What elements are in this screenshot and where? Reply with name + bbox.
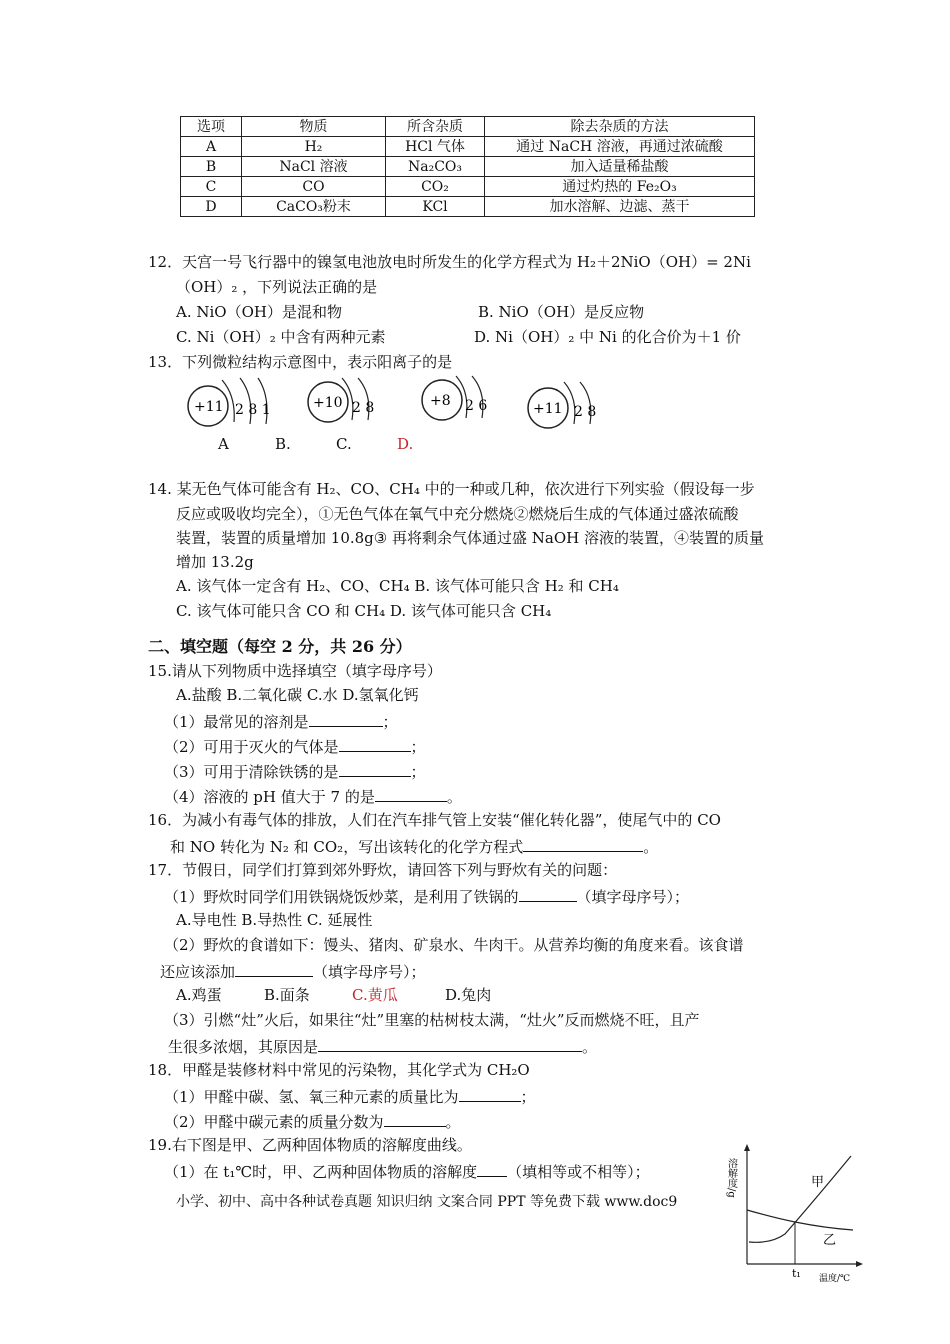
table-cell: 通过 NaCH 溶液，再通过浓硫酸	[485, 137, 755, 157]
q13-label-a: A	[218, 435, 229, 453]
q17-sub2-option-a: A.鸡蛋	[176, 986, 222, 1004]
curve-yi	[747, 1210, 853, 1230]
table-cell: CaCO₃粉末	[242, 197, 386, 217]
table-row	[181, 137, 755, 157]
q12-stem-line1: 12．天宫一号飞行器中的镍氢电池放电时所发生的化学方程式为 H₂＋2NiO（OH）= 2Ni	[148, 253, 751, 271]
q13-label-d: D.	[397, 435, 414, 453]
q15-sub3-text: （3）可用于清除铁锈的是	[164, 763, 339, 781]
q12-stem-line2: （OH）₂ ，下列说法正确的是	[176, 278, 378, 296]
table-cell: HCl 气体	[386, 137, 485, 157]
q17-sub2-option-d: D.兔肉	[445, 986, 492, 1004]
table-cell: 通过灼热的 Fe₂O₃	[485, 177, 755, 197]
q17-sub3-line2	[168, 1035, 597, 1057]
table-header: 所含杂质	[386, 117, 485, 137]
q18-stem: 18．甲醛是装修材料中常见的污染物，其化学式为 CH₂O	[148, 1061, 530, 1079]
q12-option-d: D. Ni（OH）₂ 中 Ni 的化合价为＋1 价	[474, 328, 741, 346]
q14-stem-line4: 增加 13.2g	[176, 553, 254, 571]
table-cell: A	[181, 137, 242, 157]
table-cell: CO	[242, 177, 386, 197]
series-label-jia: 甲	[811, 1175, 825, 1190]
q19-sub1-text: （1）在 t₁℃时，甲、乙两种固体物质的溶解度	[164, 1163, 478, 1181]
q18-sub1-text: （1）甲醛中碳、氢、氧三种元素的质量比为	[164, 1088, 459, 1106]
nucleus-label: +11	[533, 401, 563, 417]
table-cell: 加入适量稀盐酸	[485, 157, 755, 177]
q17-sub2-line1: （2）野炊的食谱如下：馒头、猪肉、矿泉水、牛肉干。从营养均衡的角度来看。该食谱	[164, 936, 744, 954]
table-row	[181, 157, 755, 177]
q19-sub1	[164, 1160, 650, 1182]
q17-sub1-text: （1）野炊时同学们用铁锅烧饭炒菜，是利用了铁锅的	[164, 888, 519, 906]
nucleus-label: +11	[194, 399, 224, 415]
table-header: 除去杂质的方法	[485, 117, 755, 137]
page-footer: 小学、初中、高中各种试卷真题 知识归纳 文案合同 PPT 等免费下载 www.doc9	[176, 1194, 678, 1210]
period: 。	[445, 1113, 461, 1131]
atom-diagram-d	[528, 382, 596, 428]
series-label-yi: 乙	[823, 1233, 837, 1248]
y-axis-label: 溶解度/g	[725, 1158, 737, 1198]
q15-sub1	[164, 710, 398, 732]
q14-stem-line2: 反应或吸收均完全），①无色气体在氧气中充分燃烧②燃烧后生成的气体通过盛浓硫酸	[176, 505, 739, 523]
q17-sub2-text: 还应该添加	[160, 963, 236, 981]
table-cell: NaCl 溶液	[242, 157, 386, 177]
x-axis-arrow	[856, 1261, 863, 1267]
table-cell: CO₂	[386, 177, 485, 197]
period: 。	[582, 1038, 598, 1056]
q18-sub1	[164, 1085, 536, 1107]
table-row	[181, 197, 755, 217]
nucleus-label: +10	[313, 395, 343, 411]
nucleus-label: +8	[430, 393, 451, 409]
answer-blank[interactable]	[384, 1110, 446, 1127]
q13-label-b: B.	[275, 435, 291, 453]
period: 。	[446, 788, 462, 806]
answer-blank[interactable]	[309, 710, 383, 727]
y-axis-arrow	[744, 1144, 750, 1151]
answer-blank[interactable]	[375, 785, 447, 802]
q15-sub2-text: （2）可用于灭火的气体是	[164, 738, 339, 756]
q13-stem: 13．下列微粒结构示意图中，表示阳离子的是	[148, 353, 453, 371]
q12-option-a: A. NiO（OH）是混和物	[176, 303, 342, 321]
answer-blank[interactable]	[459, 1085, 521, 1102]
q17-sub2-line2	[160, 960, 426, 982]
q16-text: 和 NO 转化为 N₂ 和 CO₂，写出该转化的化学方程式	[170, 838, 524, 856]
table-header-row	[181, 117, 755, 137]
q17-sub3-text: 生很多浓烟，其原因是	[168, 1038, 319, 1056]
q17-stem: 17．节假日，同学们打算到郊外野炊，请回答下列与野炊有关的问题：	[148, 861, 618, 879]
table-cell: 加水溶解、边滤、蒸干	[485, 197, 755, 217]
answer-blank[interactable]	[318, 1035, 582, 1052]
table-header: 选项	[181, 117, 242, 137]
tick-label-t1: t₁	[792, 1267, 801, 1280]
q15-sub4-text: （4）溶液的 pH 值大于 7 的是	[164, 788, 375, 806]
q16-stem-line2	[170, 835, 658, 857]
q17-sub2-option-c: C.黄瓜	[352, 986, 398, 1004]
q17-sub1-hint: （填字母序号）；	[576, 888, 690, 906]
table-cell: H₂	[242, 137, 386, 157]
q17-sub1	[164, 885, 689, 907]
table-cell: KCl	[386, 197, 485, 217]
shell-electrons: 2 8	[574, 404, 597, 420]
q18-sub2	[164, 1110, 461, 1132]
table-row	[181, 177, 755, 197]
q15-sub1-text: （1）最常见的溶剂是	[164, 713, 309, 731]
answer-blank[interactable]	[523, 835, 643, 852]
shell-electrons: 2 6	[465, 398, 488, 414]
shell-electrons: 2 8 1	[235, 402, 271, 418]
q14-options-ab: A. 该气体一定含有 H₂、CO、CH₄ B. 该气体可能只含 H₂ 和 CH₄	[176, 577, 619, 595]
answer-blank[interactable]	[477, 1160, 507, 1177]
q17-sub1-options: A.导电性 B.导热性 C. 延展性	[176, 911, 373, 929]
q15-sub4	[164, 785, 462, 807]
q19-stem: 19.右下图是甲、乙两种固体物质的溶解度曲线。	[148, 1136, 472, 1154]
answer-blank[interactable]	[339, 760, 411, 777]
solubility-curve-graph	[715, 1140, 865, 1290]
q17-sub2-hint: （填字母序号）；	[313, 963, 426, 981]
impurity-table	[180, 116, 755, 217]
q14-options-cd: C. 该气体可能只含 CO 和 CH₄ D. 该气体可能只含 CH₄	[176, 602, 552, 620]
q14-stem-line3: 装置，装置的质量增加 10.8g③ 再将剩余气体通过盛 NaOH 溶液的装置，④装置的质量	[176, 529, 764, 547]
q12-option-c: C. Ni（OH）₂ 中含有两种元素	[176, 328, 386, 346]
atom-diagram-c	[422, 376, 487, 420]
q15-options: A.盐酸 B.二氧化碳 C.水 D.氢氧化钙	[176, 686, 419, 704]
answer-blank[interactable]	[339, 735, 411, 752]
semicolon: ；	[520, 1088, 536, 1106]
q15-stem: 15.请从下列物质中选择填空（填字母序号）	[148, 662, 442, 680]
q16-stem-line1: 16．为减小有毒气体的排放，人们在汽车排气管上安装“催化转化器”，使尾气中的 CO	[148, 811, 721, 829]
table-cell: Na₂CO₃	[386, 157, 485, 177]
q18-sub2-text: （2）甲醛中碳元素的质量分数为	[164, 1113, 384, 1131]
semicolon: ；	[382, 713, 398, 731]
q19-sub1-hint: （填相等或不相等）；	[507, 1163, 650, 1181]
q13-label-c: C.	[336, 435, 352, 453]
q12-option-b: B. NiO（OH）是反应物	[478, 303, 645, 321]
q14-stem-line1: 14. 某无色气体可能含有 H₂、CO、CH₄ 中的一种或几种，依次进行下列实验（假设每一步	[148, 480, 755, 498]
q15-sub3	[164, 760, 426, 782]
semicolon: ；	[410, 763, 426, 781]
x-axis-label: 温度/℃	[819, 1274, 851, 1284]
q17-sub2-option-b: B.面条	[264, 986, 310, 1004]
q17-sub3-line1: （3）引燃“灶”火后，如果往“灶”里塞的枯树枝太满，“灶火”反而燃烧不旺，且产	[164, 1011, 700, 1029]
table-cell: D	[181, 197, 242, 217]
period: 。	[643, 838, 659, 856]
shell-electrons: 2 8	[352, 400, 375, 416]
table-cell: B	[181, 157, 242, 177]
atom-diagram-a	[188, 378, 271, 426]
semicolon: ；	[410, 738, 426, 756]
curve-jia	[749, 1156, 851, 1242]
answer-blank[interactable]	[235, 960, 313, 977]
section-heading: 二、填空题（每空 2 分，共 26 分）	[148, 637, 412, 656]
atom-diagram-b	[308, 378, 374, 422]
q15-sub2	[164, 735, 426, 757]
table-cell: C	[181, 177, 242, 197]
atom-structure-diagrams	[180, 372, 620, 432]
table-header: 物质	[242, 117, 386, 137]
answer-blank[interactable]	[519, 885, 577, 902]
